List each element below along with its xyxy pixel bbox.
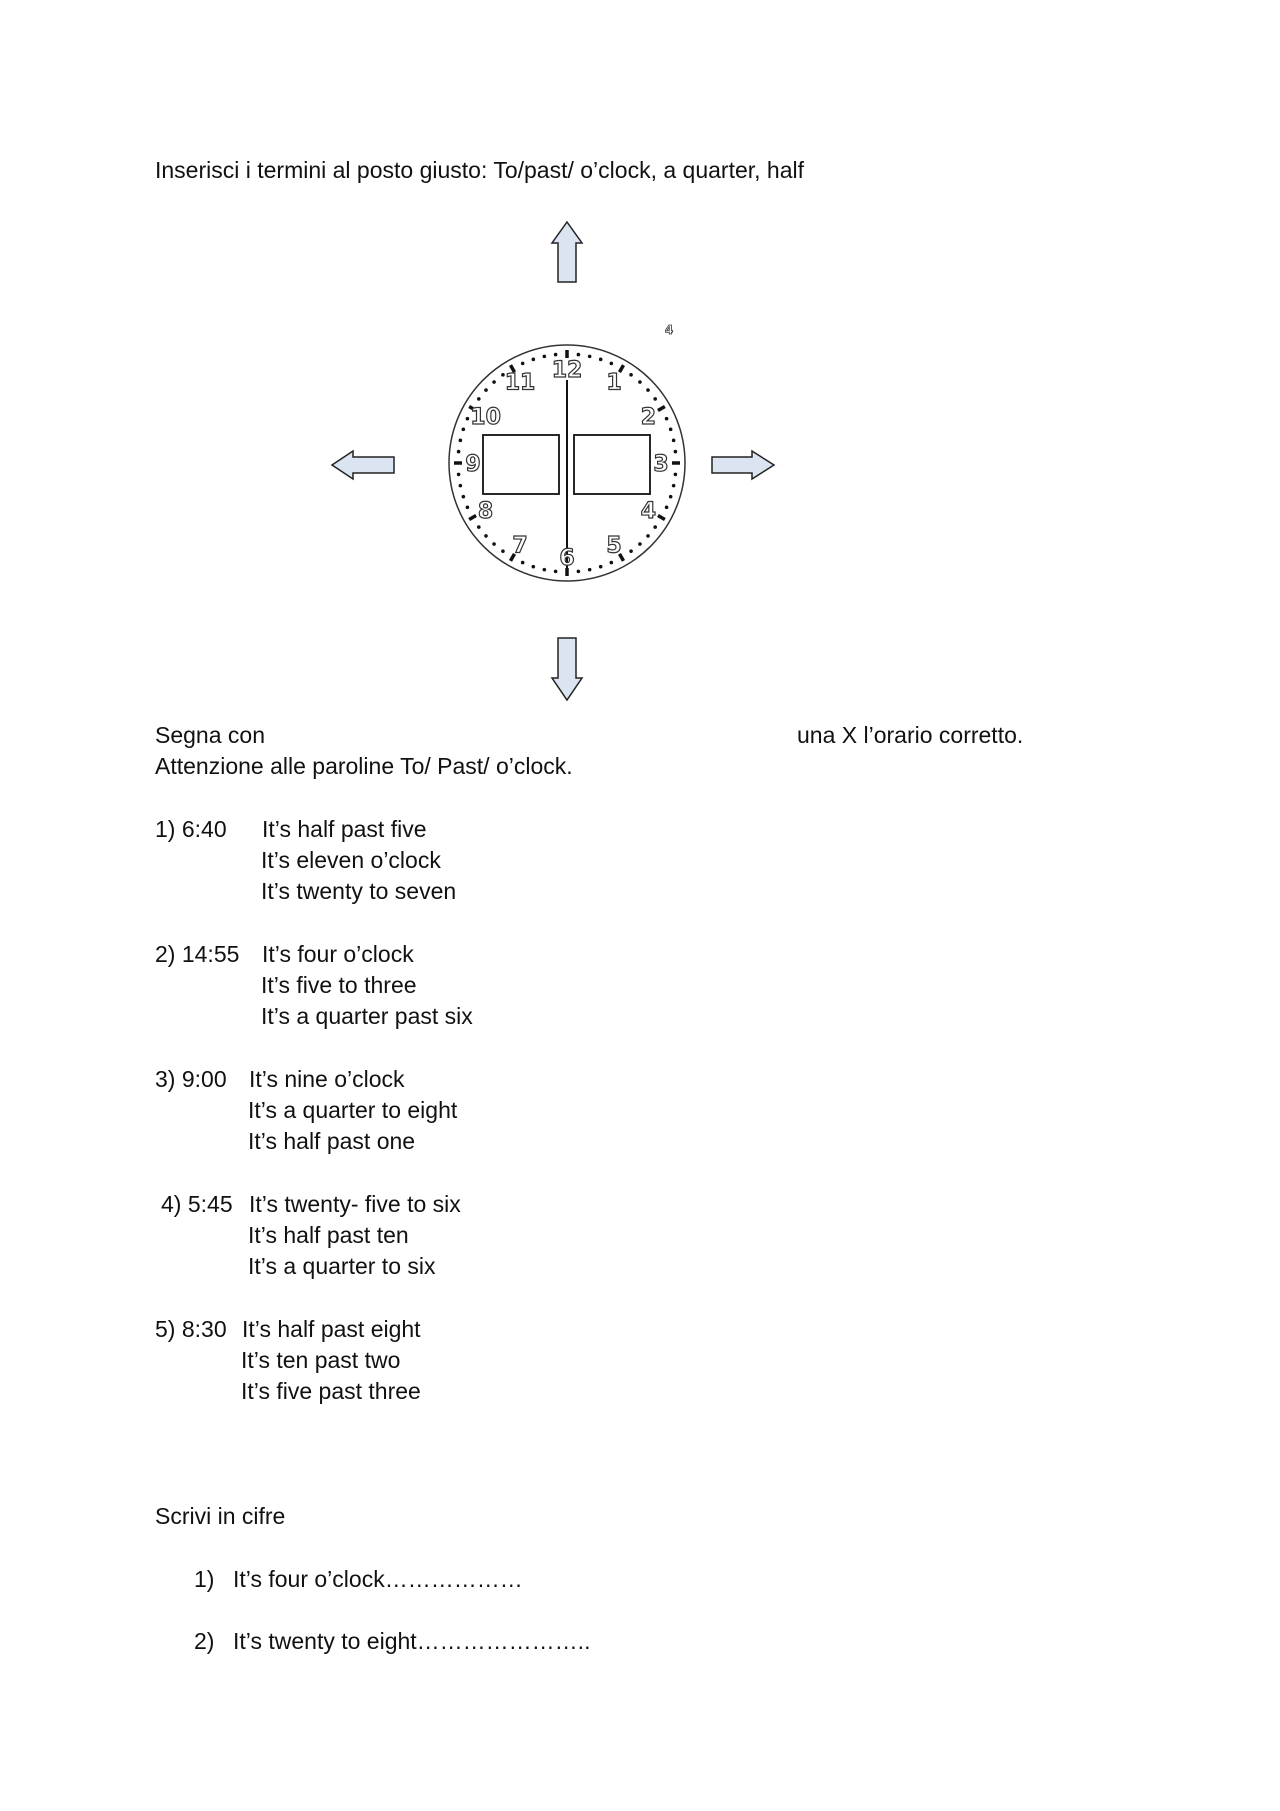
minute-dot: [459, 484, 463, 488]
option-item[interactable]: It’s half past eight: [242, 1316, 421, 1342]
instruction2-line2: Attenzione alle paroline To/ Past/ o’clock.: [155, 753, 573, 779]
minute-dot: [646, 534, 650, 538]
minute-dot: [466, 506, 470, 510]
option-item[interactable]: It’s half past ten: [248, 1222, 409, 1248]
minute-dot: [674, 473, 678, 477]
minute-dot: [521, 362, 525, 366]
option-item[interactable]: It’s a quarter to six: [248, 1253, 436, 1279]
minute-dot: [653, 525, 657, 529]
minute-dot: [492, 542, 496, 546]
arrow-right-icon: [712, 451, 774, 479]
option-item[interactable]: It’s a quarter past six: [261, 1003, 473, 1029]
write-item-number: 1): [194, 1566, 215, 1592]
minute-dot: [669, 428, 673, 432]
minute-dot: [588, 568, 592, 572]
minute-dot: [674, 450, 678, 454]
minute-dot: [629, 549, 633, 553]
clock-diagram: [320, 210, 800, 720]
minute-dot: [672, 484, 676, 488]
clock-number: 10: [470, 405, 501, 430]
minute-dot: [484, 388, 488, 392]
option-item[interactable]: It’s half past five: [262, 816, 427, 842]
question-label: 3) 9:00: [155, 1066, 227, 1092]
minute-dot: [638, 542, 642, 546]
minute-dot: [477, 525, 481, 529]
minute-dot: [543, 568, 547, 572]
minute-dot: [484, 534, 488, 538]
clock-number: 3: [653, 452, 669, 477]
clock-number: 9: [465, 452, 481, 477]
option-item[interactable]: It’s five to three: [261, 972, 417, 998]
answer-box-left[interactable]: [483, 435, 559, 494]
question-label: 5) 8:30: [155, 1316, 227, 1342]
minute-dot: [665, 506, 669, 510]
question-label: 2) 14:55: [155, 941, 240, 967]
minute-dot: [466, 417, 470, 421]
option-item[interactable]: It’s twenty to seven: [261, 878, 457, 904]
clock-number: 2: [640, 405, 657, 430]
minute-dot: [577, 570, 581, 574]
minute-dot: [462, 428, 466, 432]
clock-number: 4: [640, 499, 657, 524]
write-item-text[interactable]: It’s twenty to eight…………………..: [233, 1628, 591, 1654]
clock-number: 7: [512, 533, 528, 559]
option-item[interactable]: It’s eleven o’clock: [261, 847, 441, 873]
option-item[interactable]: It’s ten past two: [241, 1347, 401, 1373]
minute-dot: [672, 439, 676, 443]
minute-dot: [532, 358, 536, 362]
minute-dot: [577, 353, 581, 357]
stray-mark: 4: [664, 323, 674, 337]
minute-dot: [554, 353, 558, 357]
clock-number: 8: [477, 499, 494, 524]
write-item-text[interactable]: It’s four o’clock………………: [233, 1566, 523, 1592]
minute-dot: [459, 439, 463, 443]
write-item-number: 2): [194, 1628, 215, 1654]
minute-dot: [599, 565, 603, 569]
minute-dot: [492, 380, 496, 384]
minute-dot: [588, 355, 592, 359]
answer-box-right[interactable]: [574, 435, 650, 494]
instruction-title: Inserisci i termini al posto giusto: To/past/ o’clock, a quarter, half: [155, 157, 804, 183]
minute-dot: [610, 362, 614, 366]
minute-dot: [610, 561, 614, 565]
minute-dot: [554, 570, 558, 574]
arrow-down-icon: [552, 638, 582, 700]
minute-dot: [646, 388, 650, 392]
option-item[interactable]: It’s half past one: [248, 1128, 416, 1154]
minute-dot: [665, 417, 669, 421]
minute-dot: [501, 549, 505, 553]
minute-dot: [629, 373, 633, 377]
minute-dot: [462, 495, 466, 499]
minute-dot: [532, 565, 536, 569]
minute-dot: [521, 561, 525, 565]
instruction2-left: Segna con: [155, 722, 265, 748]
arrow-up-icon: [552, 222, 582, 282]
option-item[interactable]: It’s four o’clock: [262, 941, 414, 967]
option-item[interactable]: It’s nine o’clock: [249, 1066, 405, 1092]
minute-dot: [543, 355, 547, 359]
minute-dot: [669, 495, 673, 499]
minute-dot: [599, 358, 603, 362]
clock-number: 11: [504, 370, 536, 396]
minute-dot: [457, 450, 461, 454]
minute-dot: [653, 397, 657, 401]
option-item[interactable]: It’s five past three: [241, 1378, 421, 1404]
instruction2-right: una X l’orario corretto.: [797, 722, 1024, 748]
minute-dot: [477, 397, 481, 401]
arrow-left-icon: [332, 451, 394, 479]
clock-number: 12: [551, 358, 583, 383]
option-item[interactable]: It’s twenty- five to six: [249, 1191, 461, 1217]
clock-number: 5: [606, 533, 622, 559]
question-label: 1) 6:40: [155, 816, 227, 842]
option-item[interactable]: It’s a quarter to eight: [248, 1097, 458, 1123]
minute-dot: [638, 380, 642, 384]
section3-title: Scrivi in cifre: [155, 1503, 286, 1529]
question-label: 4) 5:45: [161, 1191, 233, 1217]
clock-number: 6: [559, 546, 575, 571]
clock-number: 1: [606, 370, 622, 396]
minute-dot: [457, 473, 461, 477]
